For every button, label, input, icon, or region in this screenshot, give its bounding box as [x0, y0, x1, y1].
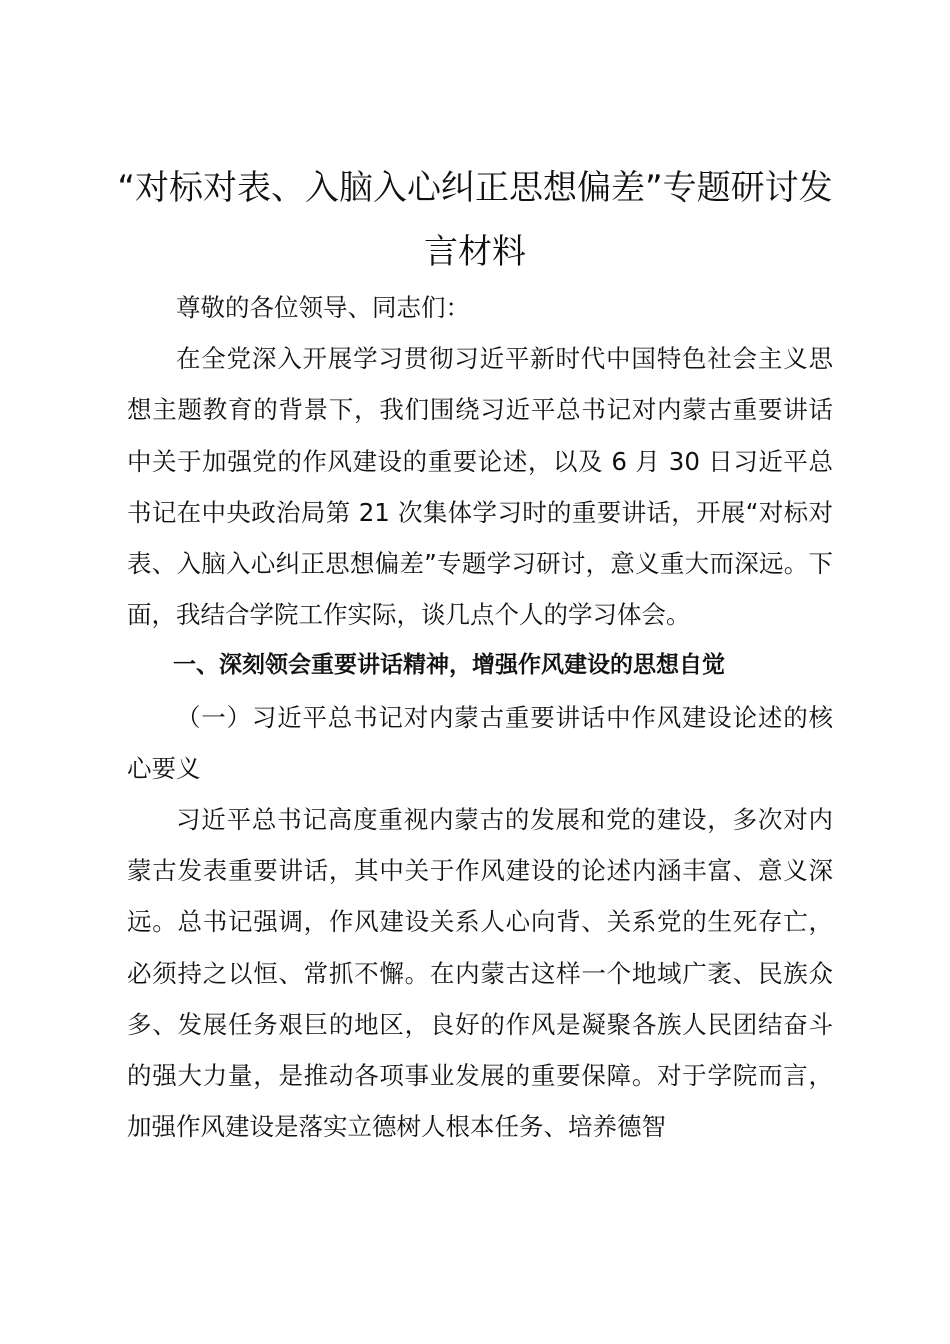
salutation-paragraph: 尊敬的各位领导、同志们： [176, 293, 470, 322]
body-paragraph: 习近平总书记高度重视内蒙古的发展和党的建设，多次对内蒙古发表重要讲话，其中关于作风建设的论述内涵丰富、意义深远。总书记强调，作风建设关系人心向背、关系党的生死存亡，必须持之以恒、常抓不懈。在内蒙古这样一个地域广袤、民族众多、发展任务艰巨的地区，良好的作风是凝聚各族人民团结奋斗的强大力量，是推动各项事业发展的重要保障。对于学院而言，加强作风建设是落实立德树人根本任务、培养德智 [127, 805, 833, 1142]
intro-paragraph: 在全党深入开展学习贯彻习近平新时代中国特色社会主义思想主题教育的背景下，我们围绕习近平总书记对内蒙古重要讲话中关于加强党的作风建设的重要论述，以及 6 月 30 日习近平总书记在中央政治局第 21 次集体学习时的重要讲话，开展“对标对表、入脑入心纠正思想偏差”专题学习研讨，意义重大而深远。下面，我结合学院工作实际，谈几点个人的学习体会。 [127, 344, 833, 630]
section-heading: 一、深刻领会重要讲话精神，增强作风建设的思想自觉 [173, 652, 725, 679]
document-title: “对标对表、入脑入心纠正思想偏差”专题研讨发言材料 [117, 168, 833, 272]
subsection-heading: （一）习近平总书记对内蒙古重要讲话中作风建设论述的核心要义 [127, 702, 833, 783]
document-body [127, 282, 833, 1152]
